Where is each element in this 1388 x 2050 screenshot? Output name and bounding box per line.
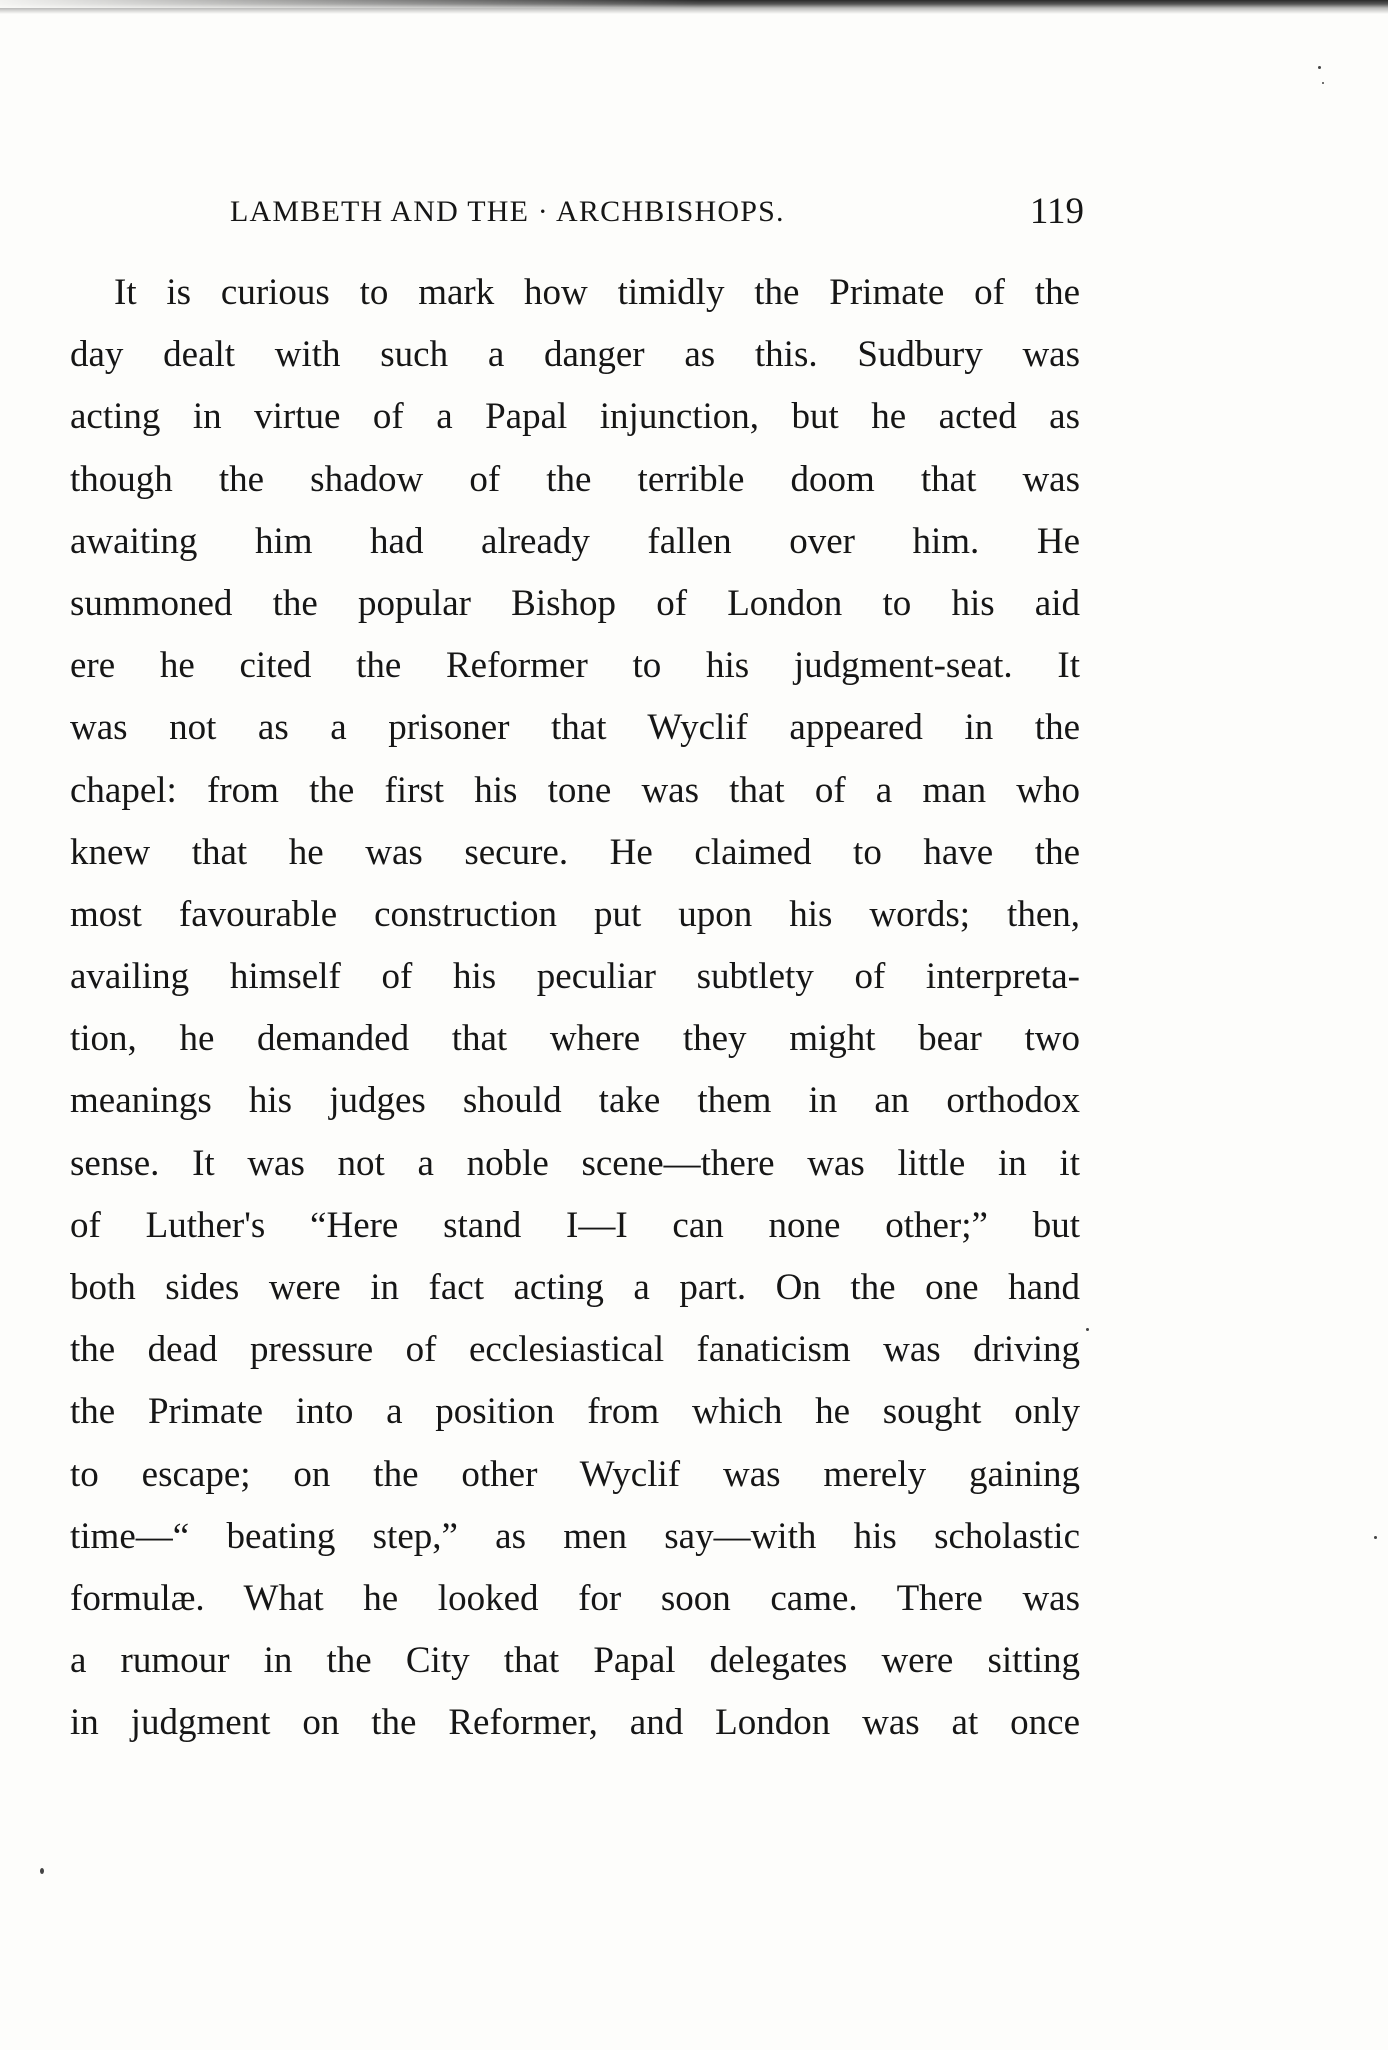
page-number: 119 (1029, 191, 1084, 232)
running-head (72, 186, 1084, 238)
text-line: the dead pressure of ecclesiastical fanaticism was driving (70, 1329, 1080, 1371)
text-line: most favourable construction put upon his words; then, (70, 893, 1080, 935)
text-line: both sides were in fact acting a part. On the one hand (70, 1267, 1080, 1308)
paper-speck (40, 1868, 44, 1874)
text-line: day dealt with such a danger as this. Sudbury was (70, 334, 1080, 376)
paper-speck (1086, 1328, 1089, 1331)
text-line: was not as a prisoner that Wyclif appeared in the (70, 707, 1080, 749)
text-line: formulæ. What he looked for soon came. There was (70, 1577, 1080, 1619)
running-head-title: LAMBETH AND THE · ARCHBISHOPS. (230, 195, 785, 228)
text-line: chapel: from the first his tone was that of a man who (70, 769, 1080, 811)
text-line: of Luther's “Here stand I—I can none other;” but (70, 1204, 1080, 1246)
text-line: awaiting him had already fallen over him. He (70, 520, 1080, 562)
text-line: the Primate into a position from which he sought only (70, 1391, 1080, 1433)
text-line: availing himself of his peculiar subtlety of interpreta- (70, 956, 1080, 998)
page-top-edge-fade (0, 0, 700, 8)
text-line: ere he cited the Reformer to his judgment-seat. It (70, 645, 1080, 687)
text-line: It is curious to mark how timidly the Primate of the (114, 272, 1080, 313)
text-line: in judgment on the Reformer, and London was at once (70, 1702, 1080, 1744)
body-paragraph (70, 262, 1080, 1755)
text-line: time—“ beating step,” as men say—with his scholastic (70, 1515, 1080, 1557)
paper-speck (1318, 66, 1321, 69)
text-line: tion, he demanded that where they might bear two (70, 1018, 1080, 1060)
text-line: a rumour in the City that Papal delegates were sitting (70, 1640, 1080, 1682)
text-line: sense. It was not a noble scene—there was little in it (70, 1142, 1080, 1184)
text-line: though the shadow of the terrible doom that was (70, 458, 1080, 500)
text-line: acting in virtue of a Papal injunction, but he acted as (70, 396, 1080, 438)
text-line: summoned the popular Bishop of London to his aid (70, 582, 1080, 624)
text-line: meanings his judges should take them in an orthodox (70, 1080, 1080, 1122)
text-line: to escape; on the other Wyclif was merely gaining (70, 1453, 1080, 1495)
text-line: knew that he was secure. He claimed to have the (70, 831, 1080, 873)
paper-speck (1374, 1536, 1377, 1539)
paper-speck (1322, 82, 1324, 84)
